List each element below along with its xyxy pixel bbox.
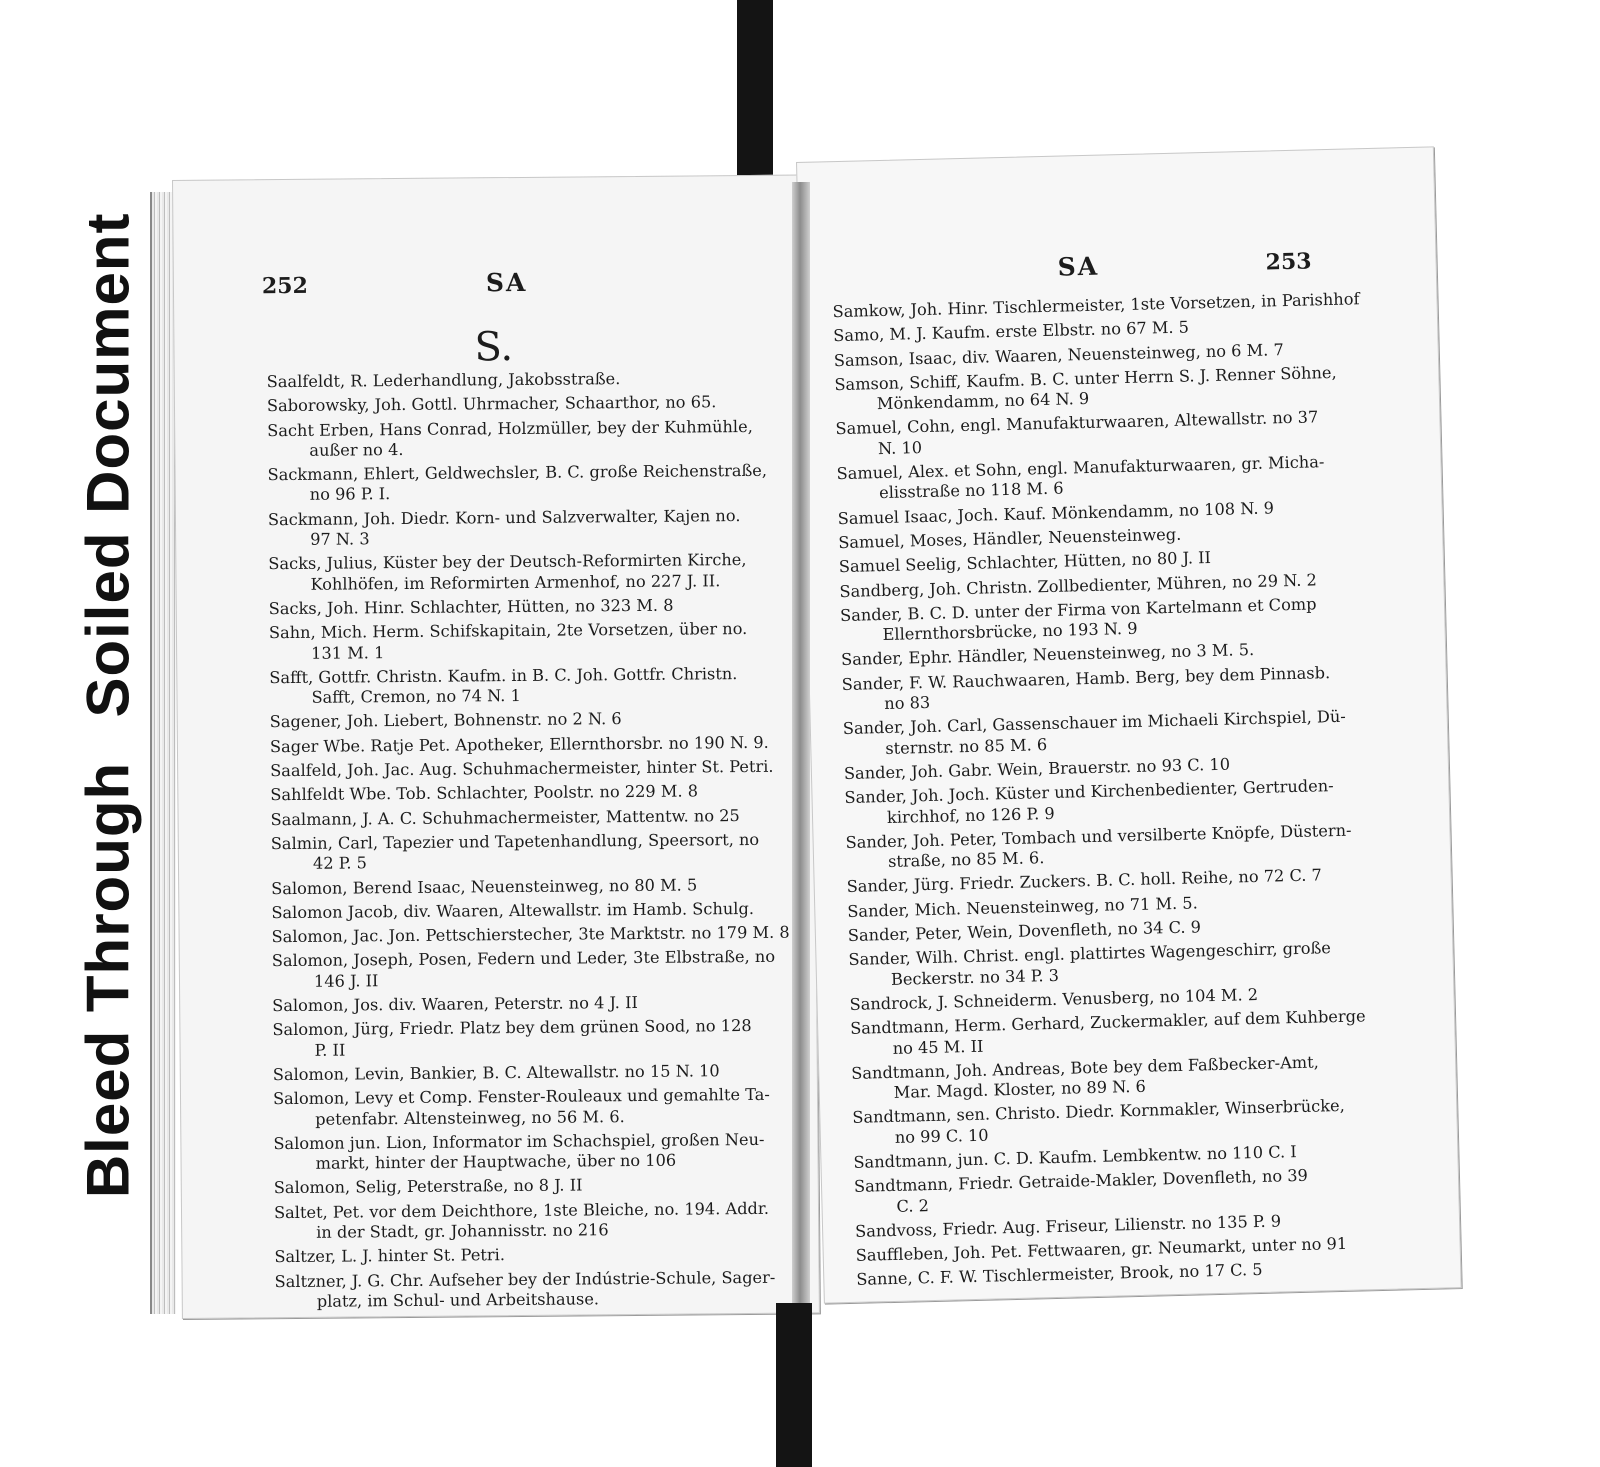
directory-entry: Salomon, Levy et Comp. Fenster-Rouleaux und gemahlte Ta- (272, 1085, 770, 1109)
directory-entry: Sahlfeldt Wbe. Tob. Schlachter, Poolstr. no 229 M. 8 (270, 781, 699, 805)
directory-entry: Salomon Jacob, div. Waaren, Altewallstr. im Hamb. Schulg. (271, 898, 755, 922)
directory-entry: außer no 4. (309, 439, 404, 460)
directory-entry: Saalfeldt, R. Lederhandlung, Jakobsstraße. (266, 369, 621, 392)
directory-entry: Salomon, Jos. div. Waaren, Peterstr. no 4 J. II (272, 992, 638, 1016)
directory-entry: Sacks, Joh. Hinr. Schlachter, Hütten, no 323 M. 8 (268, 595, 674, 619)
directory-entry: Sander, Joh. Carl, Gassenschauer im Michaeli Kirchspiel, Dü- (842, 707, 1346, 739)
directory-entry: Sander, B. C. D. unter der Firma von Kartelmann et Comp (839, 594, 1317, 625)
bookmark-ribbon-top (737, 0, 773, 190)
directory-entry: Samuel, Alex. et Sohn, engl. Manufakturwaaren, gr. Micha- (836, 452, 1325, 484)
directory-entry: Sander, Jürg. Friedr. Zuckers. B. C. holl. Reihe, no 72 C. 7 (846, 865, 1323, 897)
directory-entry: Sanne, C. F. W. Tischlermeister, Brook, no 17 C. 5 (856, 1260, 1263, 1290)
directory-entry: Salomon, Jürg, Friedr. Platz bey dem grünen Sood, no 128 (272, 1016, 752, 1040)
directory-entry: 97 N. 3 (310, 529, 370, 549)
directory-entry: Salomon, Berend Isaac, Neuensteinweg, no 80 M. 5 (271, 874, 698, 898)
directory-entry: no 83 (884, 692, 931, 714)
book-page-edges (150, 192, 176, 1314)
directory-entry: petenfabr. Altensteinweg, no 56 M. 6. (315, 1106, 625, 1129)
left-page (172, 174, 820, 1319)
left-entry-list (266, 368, 790, 1312)
directory-entry: N. 10 (877, 437, 923, 458)
directory-entry: Samuel Seelig, Schlachter, Hütten, no 80 J. II (838, 548, 1212, 577)
directory-entry: Sandtmann, Friedr. Getraide-Makler, Dovenfleth, no 39 (853, 1166, 1309, 1197)
soiled-document-label (56, 200, 160, 730)
directory-entry: Sander, Ephr. Händler, Neuensteinweg, no 3 M. 5. (840, 640, 1255, 670)
directory-entry: Salomon, Joseph, Posen, Federn und Leder, 3te Elbstraße, no (271, 947, 776, 971)
directory-entry: Saalmann, J. A. C. Schuhmachermeister, Mattentw. no 25 (270, 805, 740, 829)
directory-entry: no 45 M. II (892, 1036, 984, 1058)
directory-entry: Mar. Magd. Kloster, no 89 N. 6 (893, 1076, 1147, 1102)
directory-entry: Salomon, Levin, Bankier, B. C. Altewallstr. no 15 N. 10 (272, 1061, 720, 1085)
directory-entry: Sacht Erben, Hans Conrad, Holzmüller, bey der Kuhmühle, (267, 416, 753, 440)
left-page-number: 252 (261, 272, 308, 300)
directory-entry: Samson, Isaac, div. Waaren, Neuensteinweg, no 6 M. 7 (833, 339, 1284, 370)
directory-entry: Sagener, Joh. Liebert, Bohnenstr. no 2 N. 6 (269, 709, 622, 732)
directory-entry: Salomon, Selig, Peterstraße, no 8 J. II (273, 1175, 583, 1198)
soiled-document-text: Soiled Document (74, 212, 142, 718)
directory-entry: sternstr. no 85 M. 6 (885, 734, 1048, 758)
directory-entry: Mönkendamm, no 64 N. 9 (876, 389, 1090, 414)
directory-entry: Samkow, Joh. Hinr. Tischlermeister, 1ste Vorsetzen, in Parishhof (832, 289, 1360, 322)
directory-entry: Sandtmann, jun. C. D. Kaufm. Lembkentw. no 110 C. I (853, 1142, 1297, 1172)
directory-entry: Samuel, Cohn, engl. Manufakturwaaren, Altewallstr. no 37 (835, 407, 1319, 439)
directory-entry: Sandberg, Joh. Christn. Zollbedienter, Mühren, no 29 N. 2 (839, 569, 1318, 601)
directory-entry: straße, no 85 M. 6. (887, 848, 1045, 872)
directory-entry: platz, im Schul- und Arbeitshause. (316, 1289, 600, 1311)
directory-entry: Sandtmann, Joh. Andreas, Bote bey dem Faßbecker-Amt, (851, 1052, 1319, 1083)
directory-entry: Samson, Schiff, Kaufm. B. C. unter Herrn S. J. Renner Söhne, (834, 362, 1337, 395)
directory-entry: Sacks, Julius, Küster bey der Deutsch-Reformirten Kirche, (268, 550, 747, 574)
directory-entry: Sander, F. W. Rauchwaaren, Hamb. Berg, bey dem Pinnasb. (841, 662, 1331, 694)
directory-entry: C. 2 (896, 1195, 930, 1216)
directory-entry: 131 M. 1 (311, 642, 385, 663)
directory-entry: Sauffleben, Joh. Pet. Fettwaaren, gr. Neumarkt, unter no 91 (855, 1234, 1348, 1266)
directory-entry: Saborowsky, Joh. Gottl. Uhrmacher, Schaarthor, no 65. (266, 392, 717, 416)
directory-entry: no 96 P. I. (309, 484, 391, 505)
directory-entry: Kohlhöfen, im Reformirten Armenhof, no 227 J. II. (310, 570, 721, 594)
directory-entry: in der Stadt, gr. Johannisstr. no 216 (316, 1220, 609, 1242)
directory-entry: Sandvoss, Friedr. Aug. Friseur, Lilienstr. no 135 P. 9 (854, 1211, 1282, 1241)
directory-entry: markt, hinter der Hauptwache, über no 106 (315, 1150, 677, 1173)
right-entry-list (832, 289, 1366, 1291)
right-page-number: 253 (1265, 248, 1312, 276)
directory-entry: Ellernthorsbrücke, no 193 N. 9 (882, 618, 1138, 645)
directory-entry: 42 P. 5 (312, 853, 368, 874)
bookmark-ribbon-bottom (776, 1303, 812, 1467)
directory-entry: Sackmann, Joh. Diedr. Korn- und Salzverwalter, Kajen no. (267, 505, 741, 529)
directory-entry: Sander, Joh. Peter, Tombach und versilberte Knöpfe, Düstern- (845, 820, 1352, 852)
directory-entry: Beckerstr. no 34 P. 3 (890, 965, 1060, 989)
left-page-header: SA (485, 267, 528, 298)
directory-entry: Sander, Joh. Gabr. Wein, Brauerstr. no 93 C. 10 (843, 754, 1231, 783)
directory-entry: Sandtmann, Herm. Gerhard, Zuckermakler, auf dem Kuhberge (849, 1006, 1366, 1039)
directory-entry: Saltzner, J. G. Chr. Aufseher bey der Indústrie-Schule, Sager- (274, 1267, 776, 1291)
directory-entry: Sager Wbe. Ratje Pet. Apotheker, Ellernthorsbr. no 190 N. 9. (269, 732, 769, 756)
directory-entry: Sander, Peter, Wein, Dovenfleth, no 34 C. 9 (847, 917, 1202, 945)
directory-entry: P. II (314, 1040, 346, 1060)
directory-entry: Salmin, Carl, Tapezier und Tapetenhandlung, Speersort, no (270, 829, 760, 854)
directory-entry: Samuel Isaac, Joch. Kauf. Mönkendamm, no 108 N. 9 (837, 498, 1275, 528)
book-gutter (792, 182, 810, 1307)
directory-entry: elisstraße no 118 M. 6 (878, 478, 1064, 503)
directory-entry: Sandrock, J. Schneiderm. Venusberg, no 104 M. 2 (849, 984, 1259, 1014)
directory-entry: Saalfeld, Joh. Jac. Aug. Schuhmachermeister, hinter St. Petri. (270, 756, 774, 781)
directory-entry: Sandtmann, sen. Christo. Diedr. Kornmakler, Winserbrücke, (852, 1096, 1345, 1128)
directory-entry: Salomon jun. Lion, Informator im Schachspiel, großen Neu- (273, 1129, 765, 1153)
right-page-header: SA (1057, 251, 1100, 282)
directory-entry: Sahn, Mich. Herm. Schifskapitain, 2te Vorsetzen, über no. (268, 619, 748, 643)
directory-entry: Sander, Mich. Neuensteinweg, no 71 M. 5. (847, 893, 1198, 921)
directory-entry: Saltzer, L. J. hinter St. Petri. (274, 1245, 506, 1267)
section-letter: S. (474, 324, 514, 371)
directory-entry: Samo, M. J. Kaufm. erste Elbstr. no 67 M. 5 (833, 317, 1190, 346)
directory-entry: Salomon, Jac. Jon. Pettschierstecher, 3te Marktstr. no 179 M. 8 (271, 922, 790, 947)
right-page (796, 146, 1462, 1303)
directory-entry: Samuel, Moses, Händler, Neuensteinweg. (838, 524, 1182, 553)
bleed-through-label (56, 735, 160, 1225)
bleed-through-text: Bleed Through (74, 761, 142, 1199)
directory-entry: Saltet, Pet. vor dem Deichthore, 1ste Bleiche, no. 194. Addr. (273, 1198, 770, 1222)
directory-entry: Sander, Joh. Joch. Küster und Kirchenbedienter, Gertruden- (844, 776, 1334, 808)
directory-entry: kirchhof, no 126 P. 9 (886, 803, 1055, 827)
directory-entry: Sackmann, Ehlert, Geldwechsler, B. C. große Reichenstraße, (267, 461, 768, 485)
directory-entry: Safft, Cremon, no 74 N. 1 (311, 686, 521, 707)
directory-entry: Sander, Wilh. Christ. engl. plattirtes Wagengeschirr, große (848, 938, 1332, 970)
directory-entry: no 99 C. 10 (894, 1125, 989, 1147)
directory-entry: Safft, Gottfr. Christn. Kaufm. in B. C. Joh. Gottfr. Christn. (269, 663, 738, 688)
directory-entry: 146 J. II (313, 970, 379, 991)
